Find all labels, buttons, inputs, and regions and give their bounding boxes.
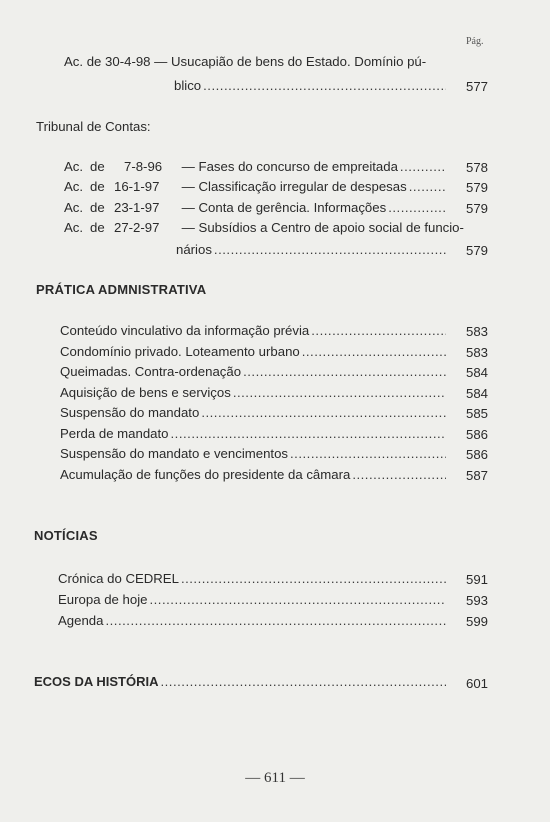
leader-dots [311, 322, 446, 340]
page-number-footer: — 611 — [245, 770, 305, 786]
top-entry-line2-text: blico [174, 78, 202, 93]
leader-dots [149, 591, 446, 609]
leader-dots [400, 158, 446, 176]
leader-dots [214, 241, 446, 259]
list-item [60, 445, 448, 463]
leader-dots [203, 77, 446, 95]
tribunal-heading: Tribunal de Contas: [36, 119, 151, 134]
ecos-heading: ECOS DA HISTÓRIA [34, 674, 159, 689]
leader-dots [302, 343, 446, 361]
list-item-page: 591 [465, 572, 488, 587]
top-entry-page: 577 [465, 79, 488, 94]
list-item-title: Condomínio privado. Loteamento urbano [60, 343, 300, 359]
tribunal-entry-4-page: 579 [465, 243, 488, 258]
tribunal-entry-2-page: 579 [465, 180, 488, 195]
list-item-page: 593 [465, 593, 488, 608]
tribunal-entry-1: Ac. de 7-8-96 — Fases do concurso de empreitada ..... [64, 158, 448, 176]
list-item-title: Agenda [58, 613, 104, 628]
tribunal-entry-3-page: 579 [465, 201, 488, 216]
list-item [58, 591, 448, 609]
list-item-title: Conteúdo vinculativo da informação prévia [60, 323, 310, 338]
list-item-title: Aquisição de bens e serviços [60, 384, 231, 400]
list-item-page: 586 [465, 447, 488, 462]
top-entry-line2 [174, 77, 448, 95]
list-item-title: Europa de hoje [58, 592, 148, 607]
list-item [60, 425, 448, 443]
list-item-title: Perda de mandato [60, 425, 169, 441]
tribunal-entry-1-page: 578 [465, 160, 488, 175]
list-item-page: 587 [465, 467, 488, 483]
list-item-title: Acumulação de funções do presidente da câmara [60, 466, 351, 482]
ecos-page: 601 [465, 676, 488, 691]
leader-dots [105, 612, 446, 630]
list-item-page: 583 [465, 344, 488, 360]
leader-dots [352, 466, 446, 484]
list-item-title: Suspensão do mandato e vencimentos [60, 446, 288, 461]
list-item-title: Queimadas. Contra-ordenação [60, 364, 242, 379]
page-column-label: Pág. [466, 36, 484, 47]
ecos-entry [34, 673, 448, 691]
list-item-page: 599 [465, 614, 488, 629]
leader-dots [201, 404, 446, 422]
noticias-heading: NOTÍCIAS [34, 528, 98, 543]
list-item [58, 612, 448, 630]
list-item-page: 584 [465, 385, 488, 401]
list-item-page: 586 [465, 426, 488, 442]
tribunal-entry-4-line2: nários ..... [176, 241, 448, 259]
list-item [60, 363, 448, 381]
tribunal-entry-4: Ac. de 27-2-97 — Subsídios a Centro de apoio social de funcio- [64, 220, 464, 235]
list-item [60, 343, 448, 361]
list-item-title: Suspensão do mandato [60, 405, 200, 420]
leader-dots [160, 673, 446, 691]
leader-dots [171, 425, 446, 443]
list-item-page: 583 [465, 324, 488, 339]
leader-dots [181, 570, 446, 588]
list-item [58, 570, 448, 588]
leader-dots [388, 199, 446, 217]
leader-dots [243, 363, 446, 381]
tribunal-entry-3: Ac. de 23-1-97 — Conta de gerência. Informações ..... [64, 199, 448, 217]
list-item [60, 384, 448, 402]
list-item [60, 322, 448, 340]
leader-dots [409, 178, 446, 196]
pratica-heading: PRÁTICA ADMNISTRATIVA [36, 282, 207, 297]
list-item [60, 466, 448, 484]
list-item [60, 404, 448, 422]
top-entry-line1: Ac. de 30-4-98 — Usucapião de bens do Estado. Domínio pú- [64, 54, 427, 69]
leader-dots [290, 445, 446, 463]
list-item-title: Crónica do CEDREL [58, 571, 179, 586]
leader-dots [233, 384, 446, 402]
tribunal-entry-2: Ac. de 16-1-97 — Classificação irregular de despesas ..... [64, 178, 448, 196]
list-item-page: 585 [465, 406, 488, 421]
list-item-page: 584 [465, 365, 488, 380]
